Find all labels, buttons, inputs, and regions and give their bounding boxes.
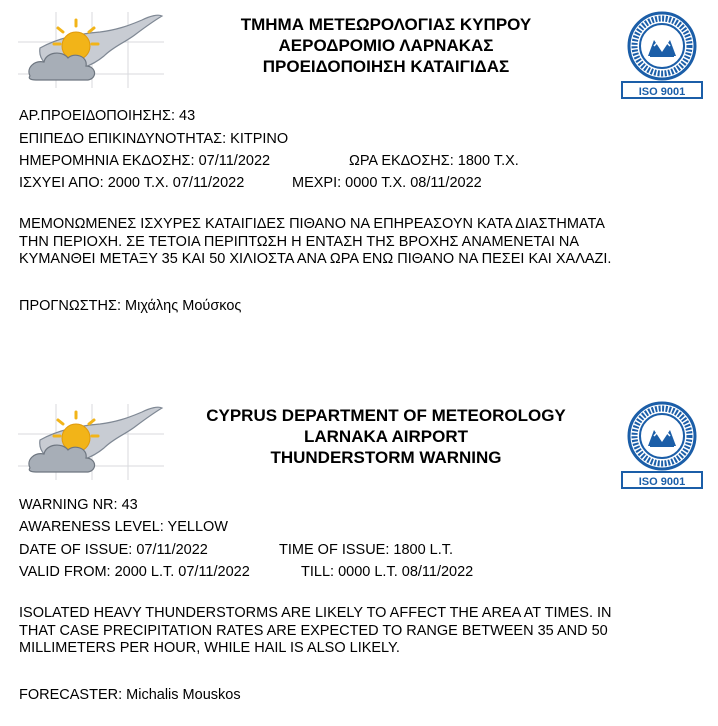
iso-label: ISO 9001	[638, 476, 686, 488]
title-line: THUNDERSTORM WARNING	[270, 448, 502, 467]
weather-logo-icon	[18, 404, 164, 480]
awareness-level: ΕΠΙΠΕΔΟ ΕΠΙΚΙΝΔΥΝΟΤΗΤΑΣ: ΚΙΤΡΙΝΟ	[19, 131, 289, 147]
valid-from: ΙΣΧΥΕΙ ΑΠΟ: 2000 Τ.Χ. 07/11/2022	[19, 175, 245, 191]
title-line: ΠΡΟΕΙΔΟΠΟΙΗΣΗ ΚΑΤΑΙΓΙΔΑΣ	[262, 57, 510, 76]
iso-label: ISO 9001	[638, 86, 686, 98]
body-line: ΤΗΝ ΠΕΡΙΟΧΗ. ΣΕ ΤΕΤΟΙΑ ΠΕΡΙΠΤΩΣΗ Η ΕΝΤΑΣΗ ΤΗΣ ΒΡΟΧΗΣ ΑΝΑΜΕΝΕΤΑΙ ΝΑ	[19, 233, 580, 250]
forecaster: FORECASTER: Michalis Mouskos	[19, 687, 241, 703]
awareness-level: AWARENESS LEVEL: YELLOW	[19, 519, 228, 535]
body-line: ΜΕΜΟΝΩΜΕΝΕΣ ΙΣΧΥΡΕΣ ΚΑΤΑΙΓΙΔΕΣ ΠΙΘΑΝΟ ΝΑ ΕΠΗΡΕΑΣΟΥΝ ΚΑΤΑ ΔΙΑΣΤΗΜΑΤΑ	[19, 216, 605, 232]
body-line: ΚΥΜΑΝΘΕΙ ΜΕΤΑΞΥ 35 ΚΑΙ 50 ΧΙΛΙΟΣΤΑ ΑΝΑ ΩΡΑ ΕΝΩ ΠΙΘΑΝΟ ΝΑ ΠΕΣΕΙ ΚΑΙ ΧΑΛΑΖΙ.	[19, 251, 612, 267]
date-of-issue: ΗΜΕΡΟΜΗΝΙΑ ΕΚΔΟΣΗΣ: 07/11/2022	[19, 153, 271, 169]
valid-till: ΜΕΧΡΙ: 0000 Τ.Χ. 08/11/2022	[292, 175, 482, 191]
iso-emblem-icon	[620, 400, 704, 490]
valid-from: VALID FROM: 2000 L.T. 07/11/2022	[19, 564, 250, 580]
iso-logo	[620, 400, 704, 490]
body-line: MILLIMETERS PER HOUR, WHILE HAIL IS ALSO LIKELY.	[19, 640, 400, 656]
time-of-issue: TIME OF ISSUE: 1800 L.T.	[279, 542, 454, 558]
title-line: LARNAKA AIRPORT	[303, 427, 468, 446]
title-line: ΤΜΗΜΑ ΜΕΤΕΩΡΟΛΟΓΙΑΣ ΚΥΠΡΟΥ	[240, 15, 532, 34]
english-title	[170, 405, 602, 468]
body-line: ISOLATED HEAVY THUNDERSTORMS ARE LIKELY TO AFFECT THE AREA AT TIMES. IN	[19, 605, 612, 621]
valid-till: TILL: 0000 L.T. 08/11/2022	[301, 564, 474, 580]
date-of-issue: DATE OF ISSUE: 07/11/2022	[19, 542, 208, 558]
forecaster: ΠΡΟΓΝΩΣΤΗΣ: Μιχάλης Μούσκος	[19, 298, 242, 314]
warning-number: WARNING NR: 43	[19, 497, 138, 513]
title-line: ΑΕΡΟΔΡΟΜΙΟ ΛΑΡΝΑΚΑΣ	[278, 36, 494, 55]
title-line: CYPRUS DEPARTMENT OF METEOROLOGY	[206, 406, 566, 425]
warning-body	[19, 605, 709, 658]
body-line: THAT CASE PRECIPITATION RATES ARE EXPECTED TO RANGE BETWEEN 35 AND 50	[19, 622, 608, 639]
warning-number: ΑΡ.ΠΡΟΕΙΔΟΠΟΙΗΣΗΣ: 43	[19, 108, 196, 124]
time-of-issue: ΩΡΑ ΕΚΔΟΣΗΣ: 1800 Τ.Χ.	[349, 153, 519, 169]
